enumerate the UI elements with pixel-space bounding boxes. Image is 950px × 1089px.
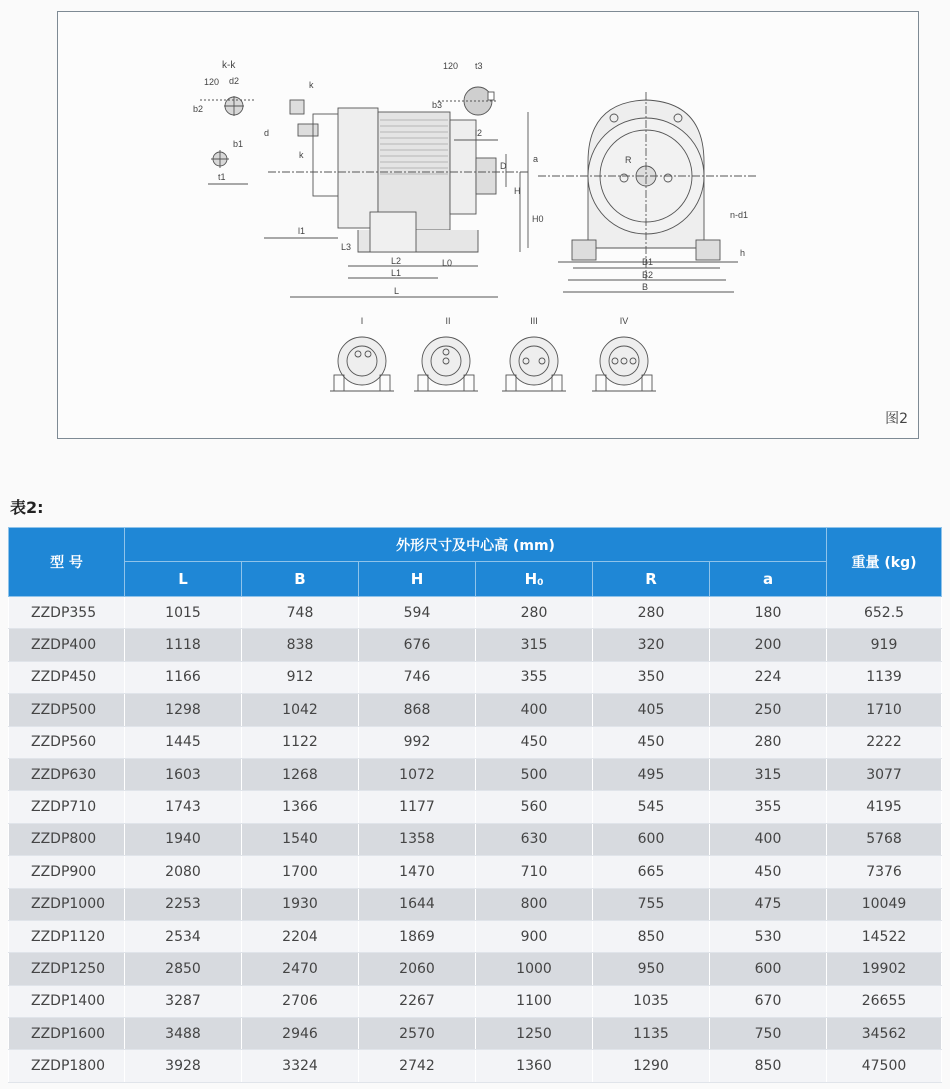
label-H0: H0	[532, 214, 544, 224]
table-row	[9, 1050, 942, 1082]
table-row	[9, 791, 942, 823]
cell-dimension: 2570	[359, 1018, 476, 1050]
cell-dimension: 355	[710, 791, 827, 823]
cell-dimension: 2946	[242, 1018, 359, 1050]
table-row	[9, 758, 942, 790]
table-row	[9, 694, 942, 726]
cell-model: ZZDP900	[9, 856, 125, 888]
cell-dimension: 405	[593, 694, 710, 726]
cell-dimension: 280	[476, 597, 593, 629]
label-kk: k-k	[222, 60, 236, 71]
cell-dimension: 450	[710, 856, 827, 888]
cell-dimension: 350	[593, 661, 710, 693]
cell-dimension: 450	[476, 726, 593, 758]
header-B: B	[242, 562, 359, 597]
label-B2: B2	[642, 270, 654, 280]
cell-dimension: 2534	[125, 920, 242, 952]
table-row	[9, 726, 942, 758]
cell-dimension: 1869	[359, 920, 476, 952]
label-R: R	[625, 155, 632, 165]
cell-dimension: 1445	[125, 726, 242, 758]
label-variant-1: I	[360, 316, 364, 326]
table-row	[9, 661, 942, 693]
header-L: L	[125, 562, 242, 597]
label-a: a	[533, 154, 539, 164]
cell-dimension: 1042	[242, 694, 359, 726]
cell-dimension: 1100	[476, 985, 593, 1017]
cell-dimension: 1035	[593, 985, 710, 1017]
label-l1: l1	[298, 226, 306, 236]
cell-dimension: 665	[593, 856, 710, 888]
label-L1: L1	[391, 268, 402, 278]
cell-dimension: 1603	[125, 758, 242, 790]
cell-weight: 19902	[827, 953, 942, 985]
cell-model: ZZDP560	[9, 726, 125, 758]
cell-dimension: 180	[710, 597, 827, 629]
cell-model: ZZDP800	[9, 823, 125, 855]
cell-dimension: 2204	[242, 920, 359, 952]
cell-model: ZZDP500	[9, 694, 125, 726]
side-view	[264, 80, 528, 297]
table-row	[9, 953, 942, 985]
table-row	[9, 629, 942, 661]
label-b3: b3	[432, 100, 443, 110]
cell-dimension: 545	[593, 791, 710, 823]
dimension-table	[8, 527, 942, 1083]
cell-dimension: 355	[476, 661, 593, 693]
cell-dimension: 1268	[242, 758, 359, 790]
header-R: R	[593, 562, 710, 597]
cell-dimension: 900	[476, 920, 593, 952]
cell-dimension: 594	[359, 597, 476, 629]
cell-dimension: 950	[593, 953, 710, 985]
cell-weight: 5768	[827, 823, 942, 855]
cell-dimension: 250	[710, 694, 827, 726]
cell-weight: 10049	[827, 888, 942, 920]
variant-views	[330, 316, 656, 391]
cell-model: ZZDP1250	[9, 953, 125, 985]
figure-label: 图2	[885, 411, 908, 427]
label-k-top: k	[309, 80, 314, 90]
header-H0	[476, 562, 593, 597]
cell-dimension: 1358	[359, 823, 476, 855]
cell-dimension: 495	[593, 758, 710, 790]
cell-dimension: 600	[593, 823, 710, 855]
header-H: H	[359, 562, 476, 597]
cell-dimension: 2706	[242, 985, 359, 1017]
cell-dimension: 400	[710, 823, 827, 855]
header-H0-subscript: 0	[537, 578, 544, 588]
label-b2: b2	[193, 104, 204, 114]
cell-dimension: 1470	[359, 856, 476, 888]
cell-dimension: 3324	[242, 1050, 359, 1082]
cell-dimension: 475	[710, 888, 827, 920]
cell-dimension: 2060	[359, 953, 476, 985]
label-t1: t1	[218, 172, 226, 182]
table-body	[9, 597, 942, 1083]
cell-model: ZZDP400	[9, 629, 125, 661]
label-l2: l2	[475, 128, 483, 138]
cell-model: ZZDP1600	[9, 1018, 125, 1050]
cell-dimension: 200	[710, 629, 827, 661]
cell-dimension: 838	[242, 629, 359, 661]
label-k-bottom: k	[299, 150, 304, 160]
label-variant-3: III	[530, 316, 538, 326]
cell-weight: 47500	[827, 1050, 942, 1082]
cell-dimension: 1250	[476, 1018, 593, 1050]
cell-dimension: 850	[710, 1050, 827, 1082]
technical-drawing	[58, 12, 920, 440]
cell-dimension: 748	[242, 597, 359, 629]
label-variant-2: II	[445, 316, 451, 326]
section-kk-view	[193, 60, 254, 184]
cell-dimension: 2253	[125, 888, 242, 920]
cell-dimension: 1290	[593, 1050, 710, 1082]
cell-dimension: 2850	[125, 953, 242, 985]
cell-dimension: 750	[710, 1018, 827, 1050]
cell-weight: 2222	[827, 726, 942, 758]
label-L0: L0	[442, 258, 453, 268]
cell-weight: 26655	[827, 985, 942, 1017]
cell-dimension: 3488	[125, 1018, 242, 1050]
cell-weight: 1710	[827, 694, 942, 726]
cell-weight: 652.5	[827, 597, 942, 629]
cell-dimension: 2742	[359, 1050, 476, 1082]
cell-dimension: 2470	[242, 953, 359, 985]
cell-weight: 34562	[827, 1018, 942, 1050]
cell-dimension: 280	[593, 597, 710, 629]
cell-weight: 3077	[827, 758, 942, 790]
drawing-figure	[57, 11, 919, 439]
cell-dimension: 992	[359, 726, 476, 758]
cell-dimension: 755	[593, 888, 710, 920]
cell-dimension: 320	[593, 629, 710, 661]
cell-dimension: 630	[476, 823, 593, 855]
cell-dimension: 746	[359, 661, 476, 693]
cell-dimension: 600	[710, 953, 827, 985]
cell-dimension: 1118	[125, 629, 242, 661]
label-d2: d2	[229, 76, 240, 86]
label-L2: L2	[391, 256, 402, 266]
cell-dimension: 1015	[125, 597, 242, 629]
label-B: B	[642, 282, 649, 292]
table-row	[9, 985, 942, 1017]
cell-dimension: 1135	[593, 1018, 710, 1050]
cell-dimension: 710	[476, 856, 593, 888]
cell-dimension: 1930	[242, 888, 359, 920]
cell-dimension: 224	[710, 661, 827, 693]
table-row	[9, 888, 942, 920]
header-weight: 重量 (kg)	[827, 528, 942, 597]
label-variant-4: IV	[619, 316, 629, 326]
header-H0-letter: H	[524, 570, 538, 588]
front-view	[528, 92, 758, 292]
label-120-left: 120	[204, 77, 220, 87]
label-n-d1: n-d1	[730, 210, 749, 220]
cell-dimension: 560	[476, 791, 593, 823]
cell-model: ZZDP630	[9, 758, 125, 790]
cell-weight: 14522	[827, 920, 942, 952]
header-model: 型 号	[9, 528, 125, 597]
cell-dimension: 1540	[242, 823, 359, 855]
cell-dimension: 1166	[125, 661, 242, 693]
table-caption: 表2:	[10, 498, 44, 517]
cell-model: ZZDP1120	[9, 920, 125, 952]
label-D: D	[500, 161, 507, 171]
label-L: L	[394, 286, 400, 296]
label-d: d	[264, 128, 270, 138]
cell-weight: 4195	[827, 791, 942, 823]
cell-weight: 919	[827, 629, 942, 661]
cell-weight: 7376	[827, 856, 942, 888]
label-H: H	[514, 186, 521, 196]
cell-model: ZZDP1000	[9, 888, 125, 920]
label-t3: t3	[475, 61, 483, 71]
cell-dimension: 450	[593, 726, 710, 758]
cell-dimension: 1940	[125, 823, 242, 855]
cell-dimension: 1000	[476, 953, 593, 985]
label-b1: b1	[233, 139, 244, 149]
cell-dimension: 1644	[359, 888, 476, 920]
cell-dimension: 1360	[476, 1050, 593, 1082]
cell-model: ZZDP710	[9, 791, 125, 823]
cell-dimension: 670	[710, 985, 827, 1017]
cell-dimension: 3287	[125, 985, 242, 1017]
cell-dimension: 1700	[242, 856, 359, 888]
shaft-detail	[432, 61, 498, 115]
label-L3: L3	[341, 242, 352, 252]
cell-dimension: 1072	[359, 758, 476, 790]
cell-dimension: 500	[476, 758, 593, 790]
cell-dimension: 315	[710, 758, 827, 790]
cell-dimension: 912	[242, 661, 359, 693]
table-row	[9, 597, 942, 629]
cell-dimension: 800	[476, 888, 593, 920]
label-B1: B1	[642, 257, 654, 267]
cell-dimension: 315	[476, 629, 593, 661]
cell-dimension: 400	[476, 694, 593, 726]
cell-dimension: 676	[359, 629, 476, 661]
cell-dimension: 280	[710, 726, 827, 758]
label-120-top: 120	[443, 61, 459, 71]
cell-model: ZZDP1800	[9, 1050, 125, 1082]
table-row	[9, 856, 942, 888]
cell-model: ZZDP450	[9, 661, 125, 693]
cell-weight: 1139	[827, 661, 942, 693]
header-dimensions: 外形尺寸及中心高 (mm)	[125, 528, 827, 562]
cell-dimension: 530	[710, 920, 827, 952]
cell-dimension: 850	[593, 920, 710, 952]
cell-dimension: 2267	[359, 985, 476, 1017]
cell-dimension: 2080	[125, 856, 242, 888]
cell-model: ZZDP355	[9, 597, 125, 629]
cell-dimension: 1366	[242, 791, 359, 823]
cell-model: ZZDP1400	[9, 985, 125, 1017]
table-row	[9, 920, 942, 952]
header-a: a	[710, 562, 827, 597]
table-row	[9, 823, 942, 855]
table-row	[9, 1018, 942, 1050]
cell-dimension: 1122	[242, 726, 359, 758]
cell-dimension: 1177	[359, 791, 476, 823]
label-h: h	[740, 248, 746, 258]
cell-dimension: 1298	[125, 694, 242, 726]
cell-dimension: 1743	[125, 791, 242, 823]
cell-dimension: 3928	[125, 1050, 242, 1082]
cell-dimension: 868	[359, 694, 476, 726]
